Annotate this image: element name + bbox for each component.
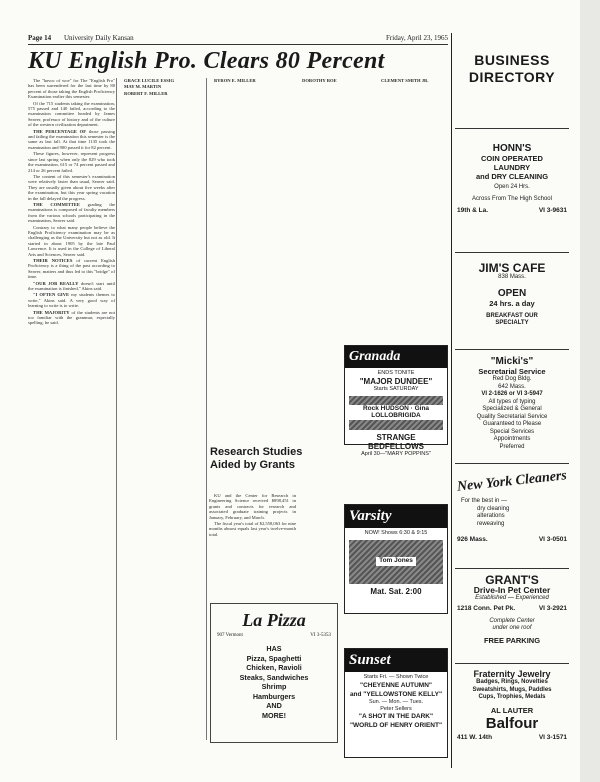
- jims-name: JIM'S CAFE: [478, 261, 546, 275]
- article-paragraph: The content of this semester's examination were relatively faster than usual, Seaver said. They are usually given about five weeks after the examination, but this year spring vacation in the fall delayed the progress.: [28, 173, 115, 201]
- article-paragraph: Of the 715 students taking the examination, 575 passed and 140 failed, according to the examination committee headed by James Seaver, professor of history and of the culture of the western civilization department.: [28, 100, 115, 128]
- new-york-service-item: reweaving: [477, 520, 505, 527]
- mickis-line: Guaranteed to Please: [482, 421, 542, 427]
- honors-list-paragraph: [119, 84, 205, 89]
- granada-details: [345, 368, 447, 459]
- new-york-cleaners-ad: [455, 463, 569, 565]
- granada-feature-photo: [349, 396, 443, 430]
- article-paragraph: [28, 310, 115, 326]
- jims-cafe-ad: [455, 252, 569, 347]
- fraternity-jewelry-ad: [455, 663, 569, 758]
- article-subhead: THE MAJORITY: [33, 309, 70, 315]
- mickis-line: Red Dog Bldg.: [492, 376, 532, 382]
- sunset-line: "CHEYENNE AUTUMN": [359, 681, 432, 689]
- granada-line: ENDS TONITE: [377, 370, 415, 376]
- granada-logo: Granada: [345, 346, 447, 368]
- sunset-logo: Sunset: [345, 649, 447, 672]
- mickis-line: Quality Secretarial Service: [476, 413, 548, 420]
- pizza-ad-menu: [211, 644, 337, 720]
- article-subhead: "OUR JOB REALLY: [33, 280, 79, 286]
- mickis-name: "Micki's": [490, 356, 534, 367]
- sunset-line: Sun. — Mon. — Tues.: [368, 698, 424, 705]
- sunset-theater-ad: [344, 648, 448, 758]
- frat-phone: VI 3-1571: [538, 733, 567, 741]
- article-paragraph: KU and the Center for Research in Engineering Science received $898,451 in grants and contracts for research and associated graduate training projects in January, February, and March.: [209, 493, 296, 520]
- issue-date: Friday, April 23, 1965: [386, 34, 448, 42]
- jims-line: SPECIALTY: [495, 320, 529, 326]
- varsity-theater-ad: [344, 504, 448, 614]
- directory-rule: [451, 33, 452, 768]
- mickis-line: Appointments: [493, 436, 531, 442]
- honns-phone: VI 3-9631: [538, 207, 567, 214]
- varsity-times: Mat. Sat. 2:00: [370, 586, 422, 596]
- article-paragraph: The "havoc of woe" for The "English Pro" has been surrendered for the last time by 80 percent of those taking the English Proficiency Examination earlier this semester.: [28, 78, 115, 100]
- varsity-logo: Varsity: [345, 505, 447, 528]
- granada-feature-title: STRANGE BEDFELLOWS: [368, 432, 424, 451]
- new-york-phone: VI 3-0501: [538, 536, 567, 543]
- honors-subhead: DOROTHY ROE: [302, 78, 337, 83]
- frat-address: 411 W. 14th: [457, 733, 493, 741]
- pizza-menu-item: Chicken, Ravioli: [246, 663, 302, 672]
- sunset-details: [345, 672, 447, 732]
- article-column-2: [119, 78, 205, 740]
- business-directory-heading: [455, 52, 569, 86]
- jims-line: 24 hrs. a day: [489, 298, 535, 308]
- pizza-ad-name: La Pizza: [242, 610, 306, 630]
- honors-subhead: ROBERT F. MILLER: [124, 90, 168, 96]
- article-column-5: [376, 78, 448, 323]
- page-number: Page 14: [28, 34, 52, 42]
- honors-subhead: BYRON E. MILLER: [214, 78, 256, 83]
- frat-name: Fraternity Jewelry: [473, 669, 551, 679]
- honns-line: Open 24 Hrs.: [494, 184, 530, 190]
- mickis-line: 642 Mass.: [498, 383, 526, 390]
- article-text: of the students are not too familiar with the grammar, especially spelling, he said.: [28, 309, 115, 326]
- honns-line: LAUNDRY: [493, 163, 531, 172]
- research-article: [210, 446, 335, 471]
- honns-line: COIN OPERATED: [481, 154, 543, 163]
- column-rule: [116, 78, 117, 740]
- honors-list-paragraph: [119, 91, 205, 96]
- directory-title-line: DIRECTORY: [468, 69, 556, 85]
- honors-subhead: GRACE LUCILE ESSIG: [124, 78, 175, 83]
- grants-line: Established — Experienced: [475, 595, 549, 601]
- jims-address: 838 Mass.: [498, 274, 526, 280]
- article-text: my students themes to write," Akins said. A very good way of learning to write is to write.: [28, 292, 115, 309]
- grants-line: Complete Center: [489, 617, 535, 624]
- mickis-secretarial-ad: [455, 349, 569, 461]
- new-york-cleaners-logo: New York Cleaners: [456, 468, 568, 495]
- mickis-line: Special Services: [489, 428, 535, 435]
- frat-contact: [455, 734, 569, 741]
- article-paragraph: These figures, however, represent progress since last spring when only the 829 who took the examination, 615 or 74 percent passed and 214 or 26 percent failed.: [28, 151, 115, 173]
- granada-theater-ad: [344, 345, 448, 457]
- research-headline: Research Studies Aided by Grants: [210, 446, 303, 471]
- honns-line: and DRY CLEANING: [475, 172, 549, 181]
- honors-list-paragraph: [297, 78, 372, 83]
- main-headline: KU English Pro. Clears 80 Percent: [28, 48, 385, 74]
- grants-phone: VI 3-2921: [538, 604, 567, 612]
- frat-line: AL LAUTER: [490, 705, 534, 715]
- new-york-contact: [455, 536, 569, 543]
- honors-subhead: CLEMENT SMITH JR.: [381, 78, 429, 83]
- article-text: grading the examinations is composed of faculty members from the various schools participating in the examination, Seaver said.: [28, 201, 115, 224]
- pizza-ad-address: 907 Vermont: [217, 633, 243, 638]
- sunset-line: Peter Sellers: [380, 705, 412, 712]
- mickis-line: All types of typing: [488, 398, 536, 405]
- honns-name: HONN'S: [492, 143, 532, 154]
- pizza-menu-item: Steaks, Sandwiches: [239, 672, 309, 682]
- honors-subhead: MAY M. MARTIN: [124, 84, 162, 90]
- article-subhead: THE COMMITTEE: [33, 201, 80, 207]
- honns-address: 19th & La.: [457, 207, 489, 214]
- honns-line: Across From The High School: [472, 195, 552, 202]
- pizza-ad-contact: [211, 633, 337, 638]
- sunset-line: "A SHOT IN THE DARK": [358, 713, 434, 721]
- article-paragraph: [28, 258, 115, 280]
- la-pizza-ad: [210, 603, 338, 743]
- pizza-menu-item: AND: [266, 701, 282, 710]
- article-paragraph: [28, 281, 115, 292]
- pizza-menu-item: Pizza, Spaghetti: [246, 653, 302, 663]
- grants-address: 1218 Conn. Pet Pk.: [457, 604, 516, 612]
- jims-line: OPEN: [497, 287, 527, 299]
- mickis-line: Secretarial Service: [478, 367, 546, 376]
- article-paragraph: [28, 202, 115, 224]
- sunset-line: "WORLD OF HENRY ORIENT": [349, 722, 443, 730]
- frat-line: Sweatshirts, Mugs, Paddles: [472, 686, 552, 693]
- pizza-ad-phone: VI 3-5353: [310, 633, 331, 638]
- jims-line: BREAKFAST OUR: [486, 312, 538, 319]
- article-text: those passing and failing the examination this semester is the same as last fall. At that time 1135 took the examination and 900 passed it for 82 percent.: [28, 128, 115, 150]
- mickis-line: Specialized & General: [482, 406, 542, 412]
- honors-list-paragraph: [119, 78, 205, 83]
- directory-title-line: BUSINESS: [474, 52, 550, 68]
- article-text: doesn't start until the examination is finished," Akins said.: [28, 280, 115, 292]
- sunset-line: Starts Fri. — Shown Twice: [363, 674, 429, 680]
- frat-line: Badges, Rings, Novelties: [476, 679, 548, 685]
- article-subhead: THE PERCENTAGE OF: [33, 128, 87, 134]
- column-rule: [206, 78, 207, 740]
- article-subhead: "I OFTEN GIVE: [33, 292, 70, 298]
- varsity-details: [345, 528, 447, 598]
- pizza-menu-item: Hamburgers: [252, 691, 296, 701]
- granada-feature-stars: Rock HUDSON · Gina LOLLOBRIGIDA: [349, 405, 443, 421]
- article-subhead: THEIR NOTICES: [33, 258, 73, 263]
- article-column-3: [209, 78, 293, 408]
- new-york-line: For the best in —: [461, 498, 508, 504]
- pizza-menu-item: Shrimp: [261, 682, 287, 691]
- mickis-line: Preferred: [499, 443, 525, 450]
- article-paragraph: [28, 292, 115, 308]
- granada-line: "MAJOR DUNDEE": [359, 376, 433, 386]
- paper-name: University Daily Kansan: [64, 34, 134, 42]
- new-york-service-item: alterations: [477, 513, 505, 519]
- article-text: of current English Proficiency is a thing of the past according to Seaver, matters and thus led to this "bridge" of time.: [28, 258, 115, 280]
- varsity-feature-photo: [349, 540, 443, 584]
- honors-list-paragraph: [376, 78, 448, 83]
- pizza-menu-item: HAS: [266, 644, 282, 653]
- page-edge-margin: [580, 0, 600, 782]
- granada-line: Starts SATURDAY: [373, 385, 419, 392]
- honors-list-paragraph: [209, 78, 293, 83]
- honns-contact: [455, 207, 569, 214]
- mickis-phone: VI 2-1626 or VI 3-5947: [481, 391, 543, 397]
- article-paragraph: The fiscal year's total of $2,558,063 for nine months almost equals last year's twelve-month total.: [209, 521, 296, 537]
- pizza-menu-item: MORE!: [262, 710, 286, 720]
- article-paragraph: [28, 129, 115, 151]
- masthead: [28, 33, 448, 45]
- frat-line: Cups, Trophies, Medals: [478, 694, 546, 700]
- research-article-body: [209, 493, 296, 606]
- honns-laundry-ad: [455, 128, 569, 250]
- grants-line: under one roof: [492, 625, 532, 631]
- granada-footer: April 30—"MARY POPPINS": [361, 450, 431, 457]
- article-column-1: [28, 78, 115, 740]
- new-york-address: 926 Mass.: [457, 536, 488, 543]
- sunset-line: and "YELLOWSTONE KELLY": [349, 690, 443, 698]
- new-york-service-item: dry cleaning: [477, 505, 510, 512]
- grants-contact: [455, 605, 569, 612]
- article-paragraph: Contrary to what many people believe the English Proficiency examination may be as challenging as the University but not as old. It started in about 1905 by the late Paul Lawrence. It is used in the College of Liberal Arts and Sciences, Seaver said.: [28, 224, 115, 257]
- grants-name: GRANT'S: [485, 573, 539, 587]
- balfour-logo: Balfour: [485, 714, 539, 732]
- grants-pet-center-ad: [455, 568, 569, 660]
- grants-line: Drive-In Pet Center: [473, 585, 551, 595]
- grants-line: FREE PARKING: [483, 635, 541, 645]
- varsity-line: NOW! Shows 6:30 & 9:15: [364, 530, 428, 536]
- varsity-feature: Tom Jones: [376, 557, 416, 566]
